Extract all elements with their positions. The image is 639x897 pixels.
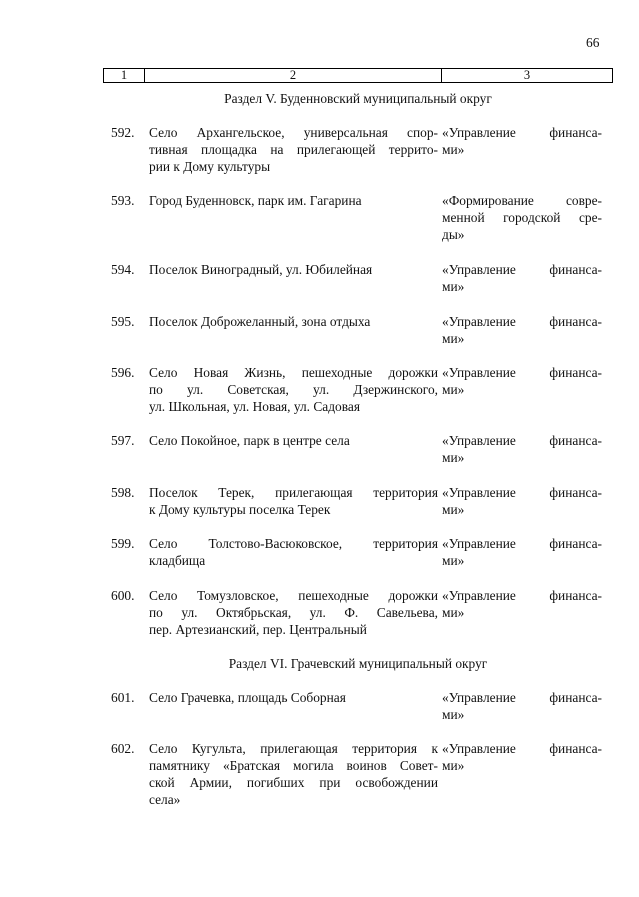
row-program — [442, 689, 602, 723]
program-line: «Управление финанса- — [442, 433, 602, 448]
row-program — [442, 587, 602, 621]
program-line: «Управление финанса- — [442, 690, 602, 705]
description-line: Село Архангельское, универсальная спор- — [149, 125, 438, 140]
page-number: 66 — [586, 35, 600, 50]
row-program — [442, 432, 602, 466]
section-heading: Раздел VI. Грачевский муниципальный округ — [228, 656, 488, 671]
description-line: Село Грачевка, площадь Соборная — [149, 690, 346, 705]
program-line: «Управление финанса- — [442, 588, 602, 603]
description-line: ул. Школьная, ул. Новая, ул. Садовая — [149, 399, 360, 414]
description-line: Село Толстово-Васюковское, территория — [149, 536, 438, 551]
row-number: 595. — [111, 314, 135, 329]
row-number: 601. — [111, 690, 135, 705]
row-description — [149, 740, 438, 808]
row-program — [442, 364, 602, 398]
program-line: ми» — [442, 450, 465, 465]
description-line: пер. Артезианский, пер. Центральный — [149, 622, 367, 637]
description-line: по ул. Советская, ул. Дзержинского, — [149, 382, 438, 397]
description-line: Поселок Виноградный, ул. Юбилейная — [149, 262, 373, 277]
row-program — [442, 261, 602, 295]
row-number: 600. — [111, 588, 135, 603]
description-line: Поселок Терек, прилегающая территория — [149, 485, 438, 500]
table-header-col-2: 2 — [145, 69, 442, 82]
program-line: менной городской сре- — [442, 210, 602, 225]
description-line: Город Буденновск, парк им. Гагарина — [149, 193, 362, 208]
row-number: 599. — [111, 536, 135, 551]
row-number: 597. — [111, 433, 135, 448]
program-line: ми» — [442, 142, 465, 157]
row-program — [442, 484, 602, 518]
description-line: кладбища — [149, 553, 206, 568]
program-line: «Управление финанса- — [442, 125, 602, 140]
section-heading: Раздел V. Буденновский муниципальный округ — [224, 91, 492, 106]
row-program — [442, 535, 602, 569]
program-line: ми» — [442, 605, 465, 620]
row-number: 594. — [111, 262, 135, 277]
program-line: «Управление финанса- — [442, 365, 602, 380]
program-line: «Управление финанса- — [442, 741, 602, 756]
row-program — [442, 740, 602, 774]
row-program — [442, 313, 602, 347]
description-line: Село Покойное, парк в центре села — [149, 433, 350, 448]
table-header-col-3: 3 — [523, 68, 531, 82]
row-description — [149, 587, 438, 638]
program-line: ми» — [442, 279, 465, 294]
description-line: Село Новая Жизнь, пешеходные дорожки — [149, 365, 438, 380]
program-line: «Формирование совре- — [442, 193, 602, 208]
row-description — [149, 124, 438, 175]
row-number: 596. — [111, 365, 135, 380]
row-description — [149, 432, 438, 449]
program-line: «Управление финанса- — [442, 536, 602, 551]
row-description — [149, 364, 438, 415]
table-header-col-1: 1 — [104, 69, 145, 82]
description-line: села» — [149, 792, 181, 807]
description-line: к Дому культуры поселка Терек — [149, 502, 331, 517]
row-description — [149, 535, 438, 569]
program-line: ми» — [442, 331, 465, 346]
row-description — [149, 261, 438, 278]
program-line: ды» — [442, 227, 465, 242]
program-line: «Управление финанса- — [442, 262, 602, 277]
row-description — [149, 313, 438, 330]
program-line: ми» — [442, 707, 465, 722]
description-line: ской Армии, погибших при освобождении — [149, 775, 438, 790]
description-line: рии к Дому культуры — [149, 159, 271, 174]
row-number: 592. — [111, 125, 135, 140]
program-line: «Управление финанса- — [442, 485, 602, 500]
program-line: ми» — [442, 758, 465, 773]
description-line: Село Томузловское, пешеходные дорожки — [149, 588, 438, 603]
row-number: 593. — [111, 193, 135, 208]
row-number: 602. — [111, 741, 135, 756]
row-number: 598. — [111, 485, 135, 500]
row-program — [442, 192, 602, 243]
program-line: ми» — [442, 553, 465, 568]
description-line: по ул. Октябрьская, ул. Ф. Савельева, — [149, 605, 438, 620]
row-program — [442, 124, 602, 158]
description-line: Село Кугульта, прилегающая территория к — [149, 741, 438, 756]
description-line: тивная площадка на прилегающей террито- — [149, 142, 438, 157]
description-line: Поселок Доброжеланный, зона отдыха — [149, 314, 371, 329]
description-line: памятнику «Братская могила воинов Совет- — [149, 758, 438, 773]
table-header-row — [103, 68, 613, 83]
row-description — [149, 484, 438, 518]
row-description — [149, 192, 438, 209]
program-line: ми» — [442, 502, 465, 517]
program-line: «Управление финанса- — [442, 314, 602, 329]
program-line: ми» — [442, 382, 465, 397]
row-description — [149, 689, 438, 706]
